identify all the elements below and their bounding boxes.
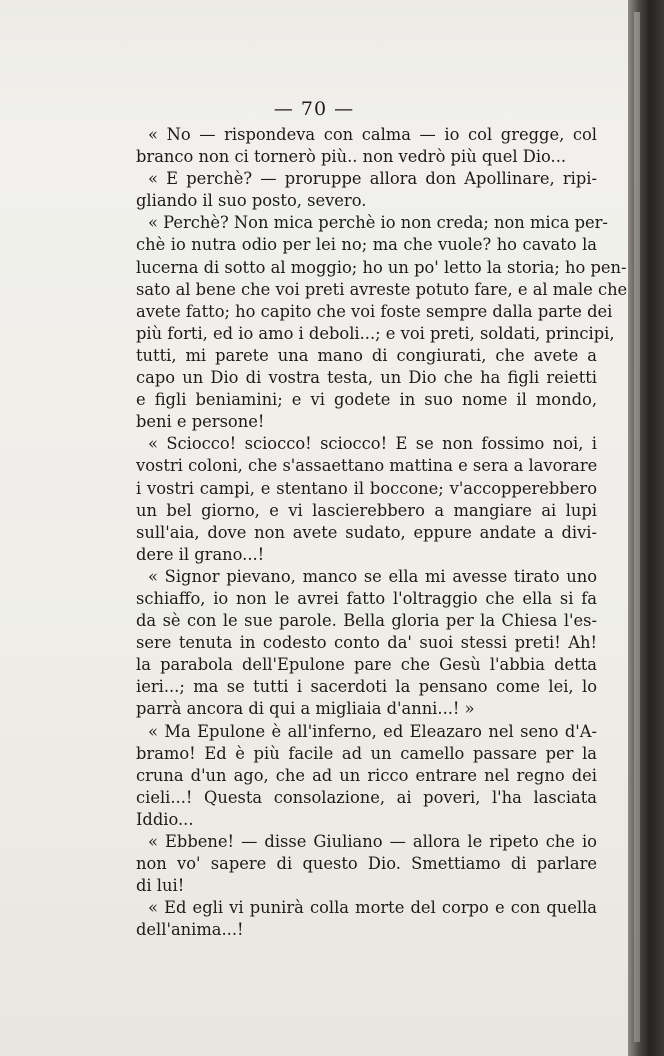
text-line: capo un Dio di vostra testa, un Dio che ha figli reietti: [136, 368, 597, 388]
text-line: « Ma Epulone è all'inferno, ed Eleazaro nel seno d'A-: [148, 721, 597, 741]
text-line: branco non ci tornerò più.. non vedrò più quel Dio...: [136, 147, 567, 167]
text-line: schiaffo, io non le avrei fatto l'oltraggio che ella si fa: [136, 588, 597, 608]
text-line: « Ebbene! — disse Giuliano — allora le ripeto che io: [148, 832, 597, 851]
text-line: lucerna di sotto al moggio; ho un po' letto la storia; ho pen-: [136, 257, 627, 277]
text-line: da sè con le sue parole. Bella gloria per la Chiesa l'es-: [136, 611, 597, 631]
text-line: gliando il suo posto, severo.: [136, 191, 367, 211]
text-line: un bel giorno, e vi lascierebbero a mangiare ai lupi: [136, 500, 597, 520]
text-line: i vostri campi, e stentano il boccone; v'accopperebbero: [136, 478, 597, 498]
text-line: « E perchè? — proruppe allora don Apollinare, ripi-: [148, 169, 597, 189]
text-line: la parabola dell'Epulone pare che Gesù l'abbia detta: [136, 655, 597, 675]
text-line: chè io nutra odio per lei no; ma che vuole? ho cavato la: [136, 235, 597, 255]
text-line: vostri coloni, che s'assaettano mattina e sera a lavorare: [136, 456, 598, 476]
text-line: ieri...; ma se tutti i sacerdoti la pensano come lei, lo: [136, 677, 597, 697]
text-line: tutti, mi parete una mano di congiurati, che avete a: [136, 345, 597, 365]
text-line: parrà ancora di qui a migliaia d'anni...! »: [136, 699, 475, 719]
text-line: dere il grano...!: [136, 544, 265, 564]
text-line: e figli beniamini; e vi godete in suo nome il mondo,: [136, 390, 597, 410]
text-line: cruna d'un ago, che ad un ricco entrare nel regno dei: [136, 765, 597, 785]
text-line: « Perchè? Non mica perchè io non creda; non mica per-: [148, 213, 608, 233]
text-line: dell'anima...!: [136, 920, 244, 940]
text-line: non vo' sapere di questo Dio. Smettiamo di parlare: [136, 854, 597, 874]
text-line: più forti, ed io amo i deboli...; e voi preti, soldati, principi,: [136, 323, 615, 343]
text-line: di lui!: [136, 876, 185, 896]
text-line: Iddio...: [136, 809, 194, 829]
text-line: « No — rispondeva con calma — io col gregge, col: [148, 125, 597, 144]
text-line: avete fatto; ho capito che voi foste sempre dalla parte dei: [136, 301, 613, 321]
text-line: cieli...! Questa consolazione, ai poveri, l'ha lasciata: [136, 787, 597, 807]
text-line: « Signor pievano, manco se ella mi avesse tirato uno: [148, 566, 597, 586]
text-line: sato al bene che voi preti avreste potuto fare, e al male che: [136, 279, 628, 299]
text-line: beni e persone!: [136, 412, 265, 432]
text-line: bramo! Ed è più facile ad un camello passare per la: [136, 743, 597, 763]
text-line: sull'aia, dove non avete sudato, eppure andate a divi-: [136, 522, 597, 542]
text-line: « Sciocco! sciocco! sciocco! E se non fossimo noi, i: [148, 434, 597, 454]
text-line: « Ed egli vi punirà colla morte del corpo e con quella: [148, 898, 597, 918]
book-binding-edge: [628, 0, 664, 1056]
page-number: — 70 —: [273, 98, 355, 120]
body-text: [136, 124, 628, 941]
text-line: sere tenuta in codesto conto da' suoi stessi preti! Ah!: [136, 633, 597, 653]
